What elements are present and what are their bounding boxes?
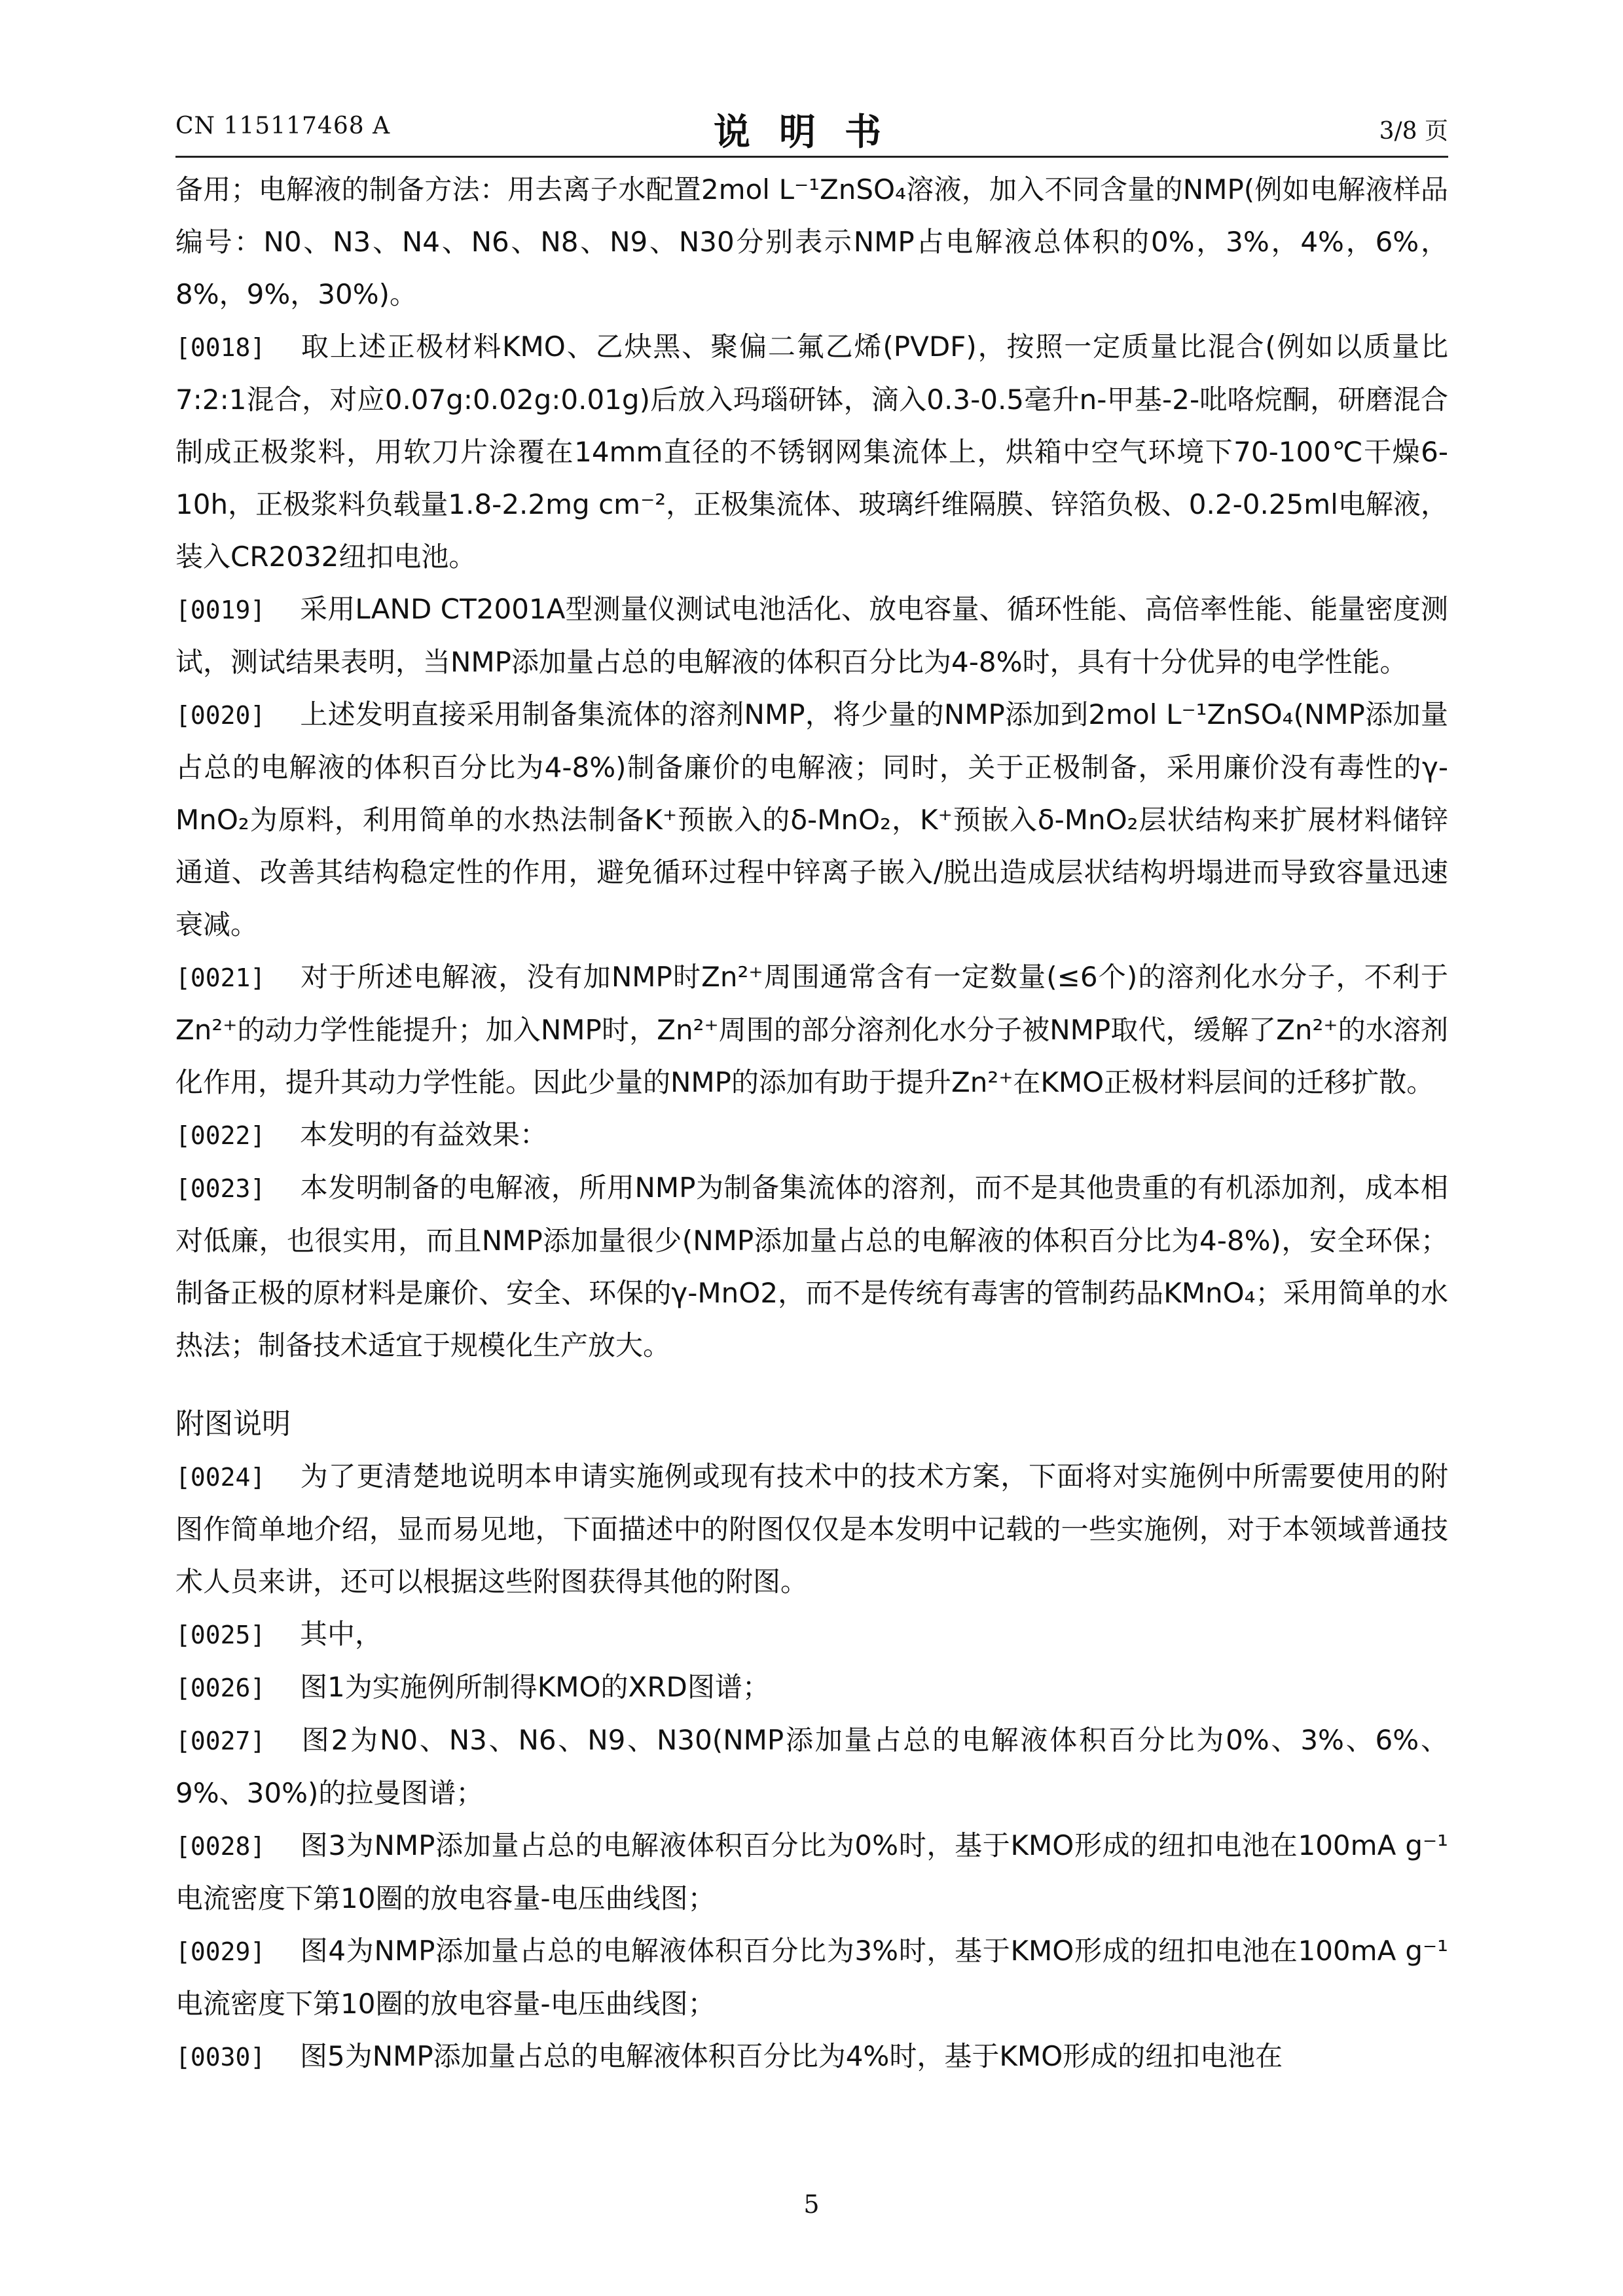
- page-number: 5: [803, 2190, 820, 2219]
- paragraph-number: [0022]: [175, 1121, 266, 1150]
- paragraph-number: [0029]: [175, 1937, 266, 1966]
- page-header: [175, 103, 1448, 162]
- paragraph-continued: [175, 164, 1448, 321]
- paragraph-number: [0019]: [175, 596, 266, 624]
- paragraph-text: 取上述正极材料KMO、乙炔黑、聚偏二氟乙烯(PVDF)，按照一定质量比混合(例如以质量比7:2:1混合，对应0.07g:0.02g:0.01g)后放入玛瑙研钵，滴入0.3-0.5毫升n-甲基-2-吡咯烷酮，研磨混合制成正极浆料，用软刀片涂覆在14mm直径的不锈钢网集流体上，烘箱中空气环境下70-100℃干燥6-10h，正极浆料负载量1.8-2.2mg cm⁻²，正极集流体、玻璃纤维隔膜、锌箔负极、0.2-0.25ml电解液，装入CR2032纽扣电池。: [175, 331, 1448, 573]
- paragraph-0029: [175, 1925, 1448, 2030]
- paragraph-number: [0025]: [175, 1621, 266, 1649]
- patent-number: CN 115117468 A: [175, 113, 391, 139]
- paragraph-0023: [175, 1162, 1448, 1372]
- paragraph-0030: [175, 2030, 1448, 2083]
- paragraph-number: [0020]: [175, 701, 266, 730]
- paragraph-0027: [175, 1714, 1448, 1820]
- paragraph-number: [0023]: [175, 1174, 266, 1203]
- paragraph-0025: [175, 1608, 1448, 1661]
- paragraph-0026: [175, 1661, 1448, 1714]
- paragraph-0028: [175, 1820, 1448, 1925]
- document-title: 说明书: [714, 111, 910, 154]
- paragraph-number: [0018]: [175, 333, 266, 362]
- paragraph-text: 备用；电解液的制备方法：用去离子水配置2mol L⁻¹ZnSO₄溶液，加入不同含量的NMP(例如电解液样品编号：N0、N3、N4、N6、N8、N9、N30分别表示NMP占电解液总体积的0%，3%，4%，6%，8%，9%，30%)。: [175, 173, 1448, 310]
- paragraph-text: 其中，: [300, 1618, 383, 1650]
- paragraph-number: [0027]: [175, 1727, 266, 1755]
- paragraph-number: [0024]: [175, 1463, 266, 1492]
- paragraph-number: [0021]: [175, 963, 266, 992]
- paragraph-text: 对于所述电解液，没有加NMP时Zn²⁺周围通常含有一定数量(≤6个)的溶剂化水分子，不利于Zn²⁺的动力学性能提升；加入NMP时，Zn²⁺周围的部分溶剂化水分子被NMP取代，缓解了Zn²⁺的水溶剂化作用，提升其动力学性能。因此少量的NMP的添加有助于提升Zn²⁺在KMO正极材料层间的迁移扩散。: [175, 961, 1448, 1098]
- paragraph-text: 图3为NMP添加量占总的电解液体积百分比为0%时，基于KMO形成的纽扣电池在100mA g⁻¹电流密度下第10圈的放电容量-电压曲线图；: [175, 1829, 1448, 1914]
- paragraph-text: 图2为N0、N3、N6、N9、N30(NMP添加量占总的电解液体积百分比为0%、3%、6%、9%、30%)的拉曼图谱；: [175, 1724, 1448, 1809]
- paragraph-number: [0030]: [175, 2043, 266, 2072]
- paragraph-text: 图5为NMP添加量占总的电解液体积百分比为4%时，基于KMO形成的纽扣电池在: [300, 2040, 1283, 2072]
- paragraph-number: [0026]: [175, 1674, 266, 1702]
- paragraph-text: 图1为实施例所制得KMO的XRD图谱；: [300, 1671, 770, 1703]
- paragraph-0020: [175, 689, 1448, 951]
- paragraph-0019: [175, 583, 1448, 689]
- paragraph-text: 采用LAND CT2001A型测量仪测试电池活化、放电容量、循环性能、高倍率性能、能量密度测试，测试结果表明，当NMP添加量占总的电解液的体积百分比为4-8%时，具有十分优异的电学性能。: [175, 593, 1448, 678]
- paragraph-text: 上述发明直接采用制备集流体的溶剂NMP，将少量的NMP添加到2mol L⁻¹ZnSO₄(NMP添加量占总的电解液的体积百分比为4-8%)制备廉价的电解液；同时，关于正极制备，采用廉价没有毒性的γ-MnO₂为原料，利用简单的水热法制备K⁺预嵌入的δ-MnO₂，K⁺预嵌入δ-MnO₂层状结构来扩展材料储锌通道、改善其结构稳定性的作用，避免循环过程中锌离子嵌入/脱出造成层状结构坍塌进而导致容量迅速衰减。: [175, 698, 1448, 941]
- page-indicator: 3/8 页: [1379, 118, 1448, 145]
- paragraph-text: 图4为NMP添加量占总的电解液体积百分比为3%时，基于KMO形成的纽扣电池在100mA g⁻¹电流密度下第10圈的放电容量-电压曲线图；: [175, 1935, 1448, 2020]
- paragraph-text: 为了更清楚地说明本申请实施例或现有技术中的技术方案，下面将对实施例中所需要使用的附图作简单地介绍，显而易见地，下面描述中的附图仅仅是本发明中记载的一些实施例，对于本领域普通技术人员来讲，还可以根据这些附图获得其他的附图。: [175, 1460, 1448, 1598]
- paragraph-number: [0028]: [175, 1832, 266, 1861]
- paragraph-text: 本发明的有益效果：: [300, 1119, 548, 1151]
- paragraph-0018: [175, 321, 1448, 583]
- paragraph-0021: [175, 951, 1448, 1109]
- document-body: [175, 164, 1448, 2083]
- section-title: 附图说明: [175, 1407, 291, 1441]
- header-rule: [175, 156, 1448, 158]
- paragraph-text: 本发明制备的电解液，所用NMP为制备集流体的溶剂，而不是其他贵重的有机添加剂，成本相对低廉，也很实用，而且NMP添加量很少(NMP添加量占总的电解液的体积百分比为4-8%)，安全环保；制备正极的原材料是廉价、安全、环保的γ-MnO2，而不是传统有毒害的管制药品KMnO₄；采用简单的水热法；制备技术适宜于规模化生产放大。: [175, 1172, 1448, 1361]
- paragraph-0024: [175, 1450, 1448, 1608]
- paragraph-0022: [175, 1109, 1448, 1162]
